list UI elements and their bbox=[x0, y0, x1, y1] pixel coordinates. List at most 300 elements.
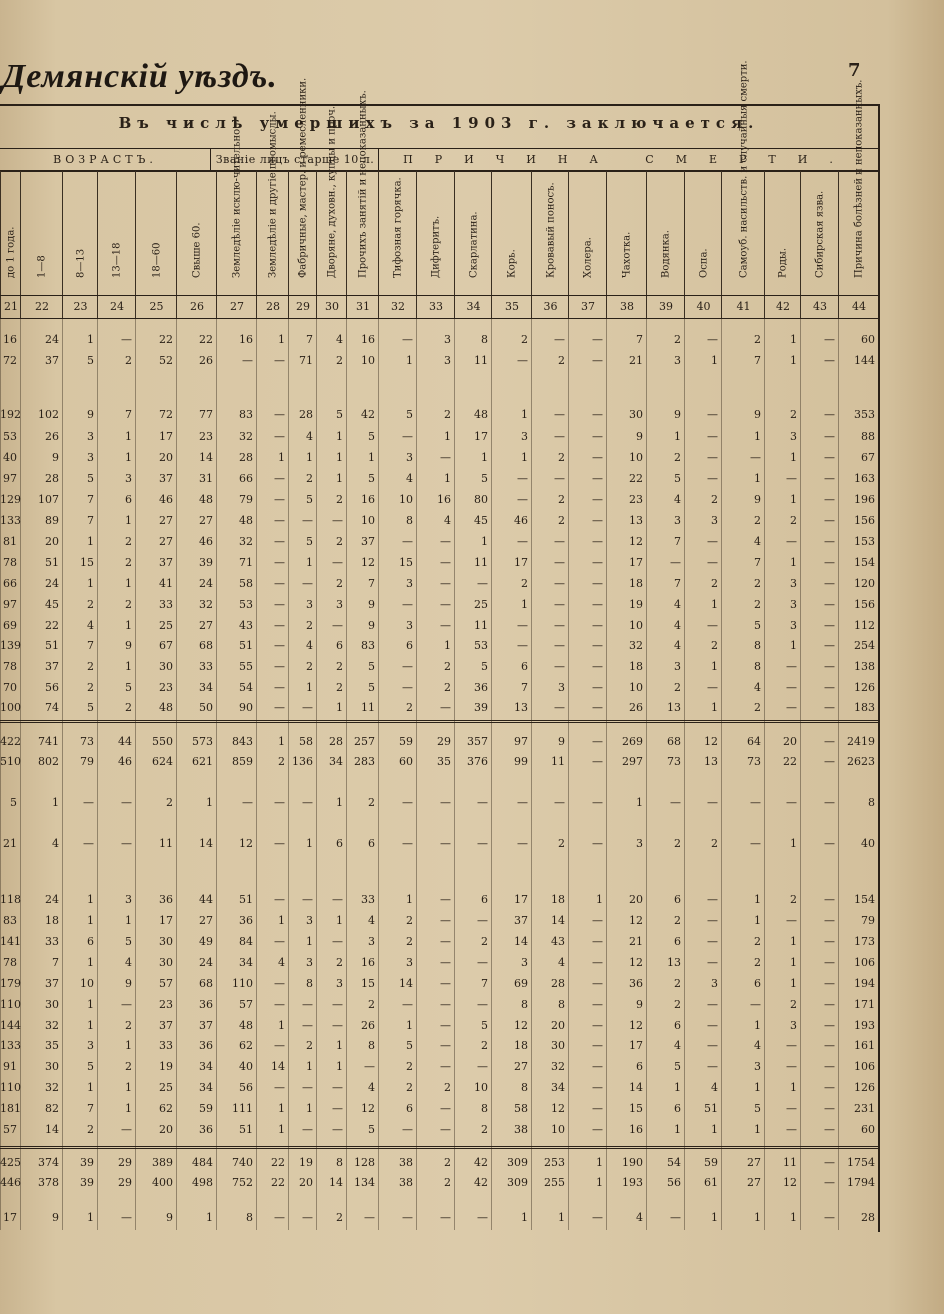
table-cell: 376 bbox=[467, 755, 488, 768]
table-cell: 106 bbox=[854, 956, 875, 969]
table-cell: — bbox=[554, 660, 565, 673]
table-cell: 118 bbox=[0, 893, 21, 906]
table-cell: 4 bbox=[406, 472, 413, 485]
table-cell: 32 bbox=[45, 1019, 59, 1032]
table-cell: 3 bbox=[790, 1019, 797, 1032]
table-cell: 5 bbox=[368, 1123, 375, 1136]
table-cell: — bbox=[274, 837, 285, 850]
table-cell: 51 bbox=[239, 639, 253, 652]
table-cell: — bbox=[274, 430, 285, 443]
column-header-37 bbox=[568, 171, 607, 295]
table-cell: — bbox=[274, 354, 285, 367]
table-cell: 22 bbox=[271, 1176, 285, 1189]
table-cell: 1 bbox=[125, 577, 132, 590]
column-number: 43 bbox=[800, 296, 839, 318]
table-cell: 2 bbox=[87, 1123, 94, 1136]
table-cell: — bbox=[592, 755, 603, 768]
table-cell: 79 bbox=[861, 914, 875, 927]
table-cell: — bbox=[274, 493, 285, 506]
table-cell: 26 bbox=[629, 701, 643, 714]
table-cell: 51 bbox=[239, 893, 253, 906]
table-cell: 17 bbox=[629, 556, 643, 569]
table-cell: 8 bbox=[406, 514, 413, 527]
column-header-32 bbox=[378, 171, 417, 295]
table-cell: 10 bbox=[474, 1081, 488, 1094]
table-cell: 309 bbox=[507, 1156, 528, 1169]
table-cell: 51 bbox=[704, 1102, 718, 1115]
table-cell: 10 bbox=[629, 681, 643, 694]
table-cell: 79 bbox=[80, 755, 94, 768]
table-cell: — bbox=[707, 998, 718, 1011]
table-cell: — bbox=[750, 998, 761, 1011]
column-header-label: Водянка. bbox=[660, 230, 672, 278]
table-cell: 4 bbox=[125, 956, 132, 969]
table-cell: — bbox=[440, 701, 451, 714]
table-cell: 52 bbox=[159, 354, 173, 367]
table-cell: 27 bbox=[199, 514, 213, 527]
table-cell: 32 bbox=[45, 1081, 59, 1094]
table-cell: 97 bbox=[514, 735, 528, 748]
column-header-label: Прочихъ занятій и непоказанныхъ. bbox=[357, 90, 369, 278]
table-cell: 18 bbox=[45, 914, 59, 927]
column-header-label: Сибирская язва. bbox=[814, 190, 826, 278]
table-cell: 2 bbox=[481, 1039, 488, 1052]
table-cell: — bbox=[707, 914, 718, 927]
table-cell: 1 bbox=[278, 333, 285, 346]
table-cell: 30 bbox=[159, 935, 173, 948]
table-cell: 18 bbox=[551, 893, 565, 906]
table-cell: 3 bbox=[636, 837, 643, 850]
table-cell: 33 bbox=[159, 598, 173, 611]
table-cell: — bbox=[554, 619, 565, 632]
table-cell: 16 bbox=[361, 333, 375, 346]
table-row bbox=[0, 636, 878, 656]
table-cell: 6 bbox=[754, 977, 761, 990]
table-cell: 67 bbox=[159, 639, 173, 652]
table-cell: 254 bbox=[854, 639, 875, 652]
table-cell: 2 bbox=[406, 1060, 413, 1073]
table-cell: — bbox=[824, 1060, 835, 1073]
table-cell: 183 bbox=[854, 701, 875, 714]
table-cell: — bbox=[707, 1060, 718, 1073]
column-number: 26 bbox=[176, 296, 217, 318]
table-cell: 128 bbox=[354, 1156, 375, 1169]
column-header-label: Причина болѣзней и непоказанныхъ. bbox=[853, 79, 865, 278]
table-cell: 3 bbox=[306, 598, 313, 611]
table-cell: 62 bbox=[239, 1039, 253, 1052]
table-cell: 110 bbox=[232, 977, 253, 990]
table-cell: — bbox=[592, 977, 603, 990]
table-cell: 2 bbox=[336, 577, 343, 590]
table-cell: — bbox=[592, 1019, 603, 1032]
table-cell: — bbox=[402, 333, 413, 346]
column-header-label: Дворяне, духовн., купцы и проч. bbox=[326, 105, 338, 278]
table-cell: 1 bbox=[306, 451, 313, 464]
table-cell: 2 bbox=[306, 660, 313, 673]
table-cell: — bbox=[274, 577, 285, 590]
table-cell: — bbox=[592, 935, 603, 948]
table-cell: 37 bbox=[361, 535, 375, 548]
table-cell: 2 bbox=[444, 408, 451, 421]
table-cell: 1 bbox=[596, 1176, 603, 1189]
table-cell: 1 bbox=[558, 1211, 565, 1224]
table-cell: 71 bbox=[299, 354, 313, 367]
table-cell: — bbox=[274, 681, 285, 694]
column-number: 34 bbox=[454, 296, 492, 318]
table-cell: 72 bbox=[159, 408, 173, 421]
table-cell: 141 bbox=[0, 935, 21, 948]
table-cell: 2 bbox=[558, 493, 565, 506]
table-row bbox=[0, 834, 878, 854]
table-cell: — bbox=[517, 837, 528, 850]
table-cell: 173 bbox=[854, 935, 875, 948]
table-cell: — bbox=[707, 430, 718, 443]
table-cell: 3 bbox=[674, 660, 681, 673]
table-cell: 5 bbox=[406, 1039, 413, 1052]
table-cell: — bbox=[477, 796, 488, 809]
column-header-42 bbox=[764, 171, 801, 295]
table-cell: 31 bbox=[199, 472, 213, 485]
table-cell: — bbox=[440, 598, 451, 611]
table-cell: — bbox=[824, 535, 835, 548]
column-header-label: Корь. bbox=[506, 249, 518, 278]
table-cell: 12 bbox=[551, 1102, 565, 1115]
table-cell: 13 bbox=[704, 755, 718, 768]
table-cell: 5 bbox=[754, 1102, 761, 1115]
table-cell: — bbox=[402, 535, 413, 548]
table-cell: — bbox=[274, 977, 285, 990]
table-cell: 69 bbox=[3, 619, 17, 632]
table-cell: — bbox=[242, 796, 253, 809]
table-cell: 51 bbox=[45, 556, 59, 569]
table-cell: 400 bbox=[152, 1176, 173, 1189]
column-header-label: Земледѣліе исклю-чительно. bbox=[231, 125, 243, 278]
table-cell: 19 bbox=[299, 1156, 313, 1169]
table-cell: 2 bbox=[481, 935, 488, 948]
table-cell: 7 bbox=[87, 514, 94, 527]
table-cell: 1 bbox=[87, 914, 94, 927]
table-cell: — bbox=[554, 701, 565, 714]
table-cell: 9 bbox=[754, 493, 761, 506]
table-cell: 1 bbox=[125, 1039, 132, 1052]
table-cell: — bbox=[332, 1019, 343, 1032]
table-cell: — bbox=[274, 619, 285, 632]
table-row bbox=[0, 698, 878, 718]
table-cell: — bbox=[824, 1211, 835, 1224]
table-cell: 3 bbox=[790, 619, 797, 632]
table-cell: 78 bbox=[3, 556, 17, 569]
table-cell: 1 bbox=[636, 796, 643, 809]
table-row bbox=[0, 732, 878, 752]
table-cell: 12 bbox=[629, 535, 643, 548]
table-cell: — bbox=[707, 619, 718, 632]
table-cell: 2 bbox=[711, 639, 718, 652]
table-cell: 1 bbox=[754, 430, 761, 443]
column-header-label: Холера. bbox=[582, 237, 594, 278]
table-cell: — bbox=[592, 1102, 603, 1115]
table-cell: 5 bbox=[306, 535, 313, 548]
table-row bbox=[0, 330, 878, 350]
table-cell: — bbox=[707, 893, 718, 906]
table-row bbox=[0, 890, 878, 910]
table-row bbox=[0, 911, 878, 931]
table-cell: 110 bbox=[0, 998, 21, 1011]
table-cell: — bbox=[824, 796, 835, 809]
table-cell: 8 bbox=[481, 333, 488, 346]
table-cell: 1 bbox=[278, 1102, 285, 1115]
table-cell: 136 bbox=[292, 755, 313, 768]
table-cell: 2 bbox=[278, 755, 285, 768]
table-cell: 2 bbox=[306, 619, 313, 632]
table-cell: — bbox=[824, 408, 835, 421]
table-cell: 2 bbox=[790, 514, 797, 527]
table-cell: — bbox=[517, 796, 528, 809]
table-cell: 144 bbox=[854, 354, 875, 367]
table-cell: 13 bbox=[514, 701, 528, 714]
table-cell: 22 bbox=[271, 1156, 285, 1169]
table-cell: — bbox=[750, 796, 761, 809]
table-cell: 12 bbox=[514, 1019, 528, 1032]
table-cell: — bbox=[274, 598, 285, 611]
table-cell: 120 bbox=[854, 577, 875, 590]
table-cell: 20 bbox=[299, 1176, 313, 1189]
table-cell: 48 bbox=[239, 1019, 253, 1032]
table-cell: — bbox=[274, 660, 285, 673]
table-cell: — bbox=[592, 619, 603, 632]
column-header-label: Дифтеритъ. bbox=[430, 215, 442, 278]
table-cell: 30 bbox=[551, 1039, 565, 1052]
table-cell: 36 bbox=[239, 914, 253, 927]
table-cell: 2 bbox=[125, 535, 132, 548]
table-cell: — bbox=[786, 681, 797, 694]
table-cell: 1 bbox=[790, 333, 797, 346]
table-row bbox=[0, 1036, 878, 1056]
table-cell: — bbox=[274, 998, 285, 1011]
table-cell: — bbox=[477, 1060, 488, 1073]
table-cell: — bbox=[824, 451, 835, 464]
table-cell: — bbox=[440, 1211, 451, 1224]
table-cell: — bbox=[786, 914, 797, 927]
table-cell: — bbox=[477, 1211, 488, 1224]
column-header-label: 18—60 bbox=[151, 242, 162, 278]
table-cell: 446 bbox=[0, 1176, 21, 1189]
table-cell: 1 bbox=[674, 1123, 681, 1136]
table-cell: 4 bbox=[306, 639, 313, 652]
table-cell: 2 bbox=[125, 701, 132, 714]
table-cell: 24 bbox=[199, 577, 213, 590]
table-cell: 23 bbox=[199, 430, 213, 443]
table-cell: 253 bbox=[544, 1156, 565, 1169]
table-row bbox=[0, 595, 878, 615]
table-cell: 49 bbox=[199, 935, 213, 948]
table-row bbox=[0, 932, 878, 952]
table-cell: 5 bbox=[125, 681, 132, 694]
table-cell: 6 bbox=[674, 1019, 681, 1032]
table-cell: 422 bbox=[0, 735, 21, 748]
table-cell: — bbox=[302, 998, 313, 1011]
table-cell: 68 bbox=[667, 735, 681, 748]
table-cell: 3 bbox=[336, 598, 343, 611]
table-cell: 2 bbox=[306, 1039, 313, 1052]
table-cell: — bbox=[517, 354, 528, 367]
table-cell: 1 bbox=[278, 1123, 285, 1136]
table-cell: 12 bbox=[704, 735, 718, 748]
table-cell: — bbox=[332, 935, 343, 948]
table-cell: 16 bbox=[361, 493, 375, 506]
table-row bbox=[0, 793, 878, 813]
table-cell: — bbox=[707, 1039, 718, 1052]
table-cell: 5 bbox=[481, 1019, 488, 1032]
table-cell: 6 bbox=[674, 893, 681, 906]
table-cell: 27 bbox=[159, 535, 173, 548]
table-cell: 14 bbox=[329, 1176, 343, 1189]
table-cell: — bbox=[786, 660, 797, 673]
table-cell: 1 bbox=[125, 619, 132, 632]
table-cell: 7 bbox=[125, 408, 132, 421]
table-cell: 9 bbox=[166, 1211, 173, 1224]
table-cell: — bbox=[824, 598, 835, 611]
page-title: Демянскій уѣздъ. bbox=[2, 58, 278, 95]
table-cell: 28 bbox=[239, 451, 253, 464]
table-cell: 53 bbox=[474, 639, 488, 652]
table-cell: 1 bbox=[521, 408, 528, 421]
table-cell: — bbox=[592, 577, 603, 590]
table-cell: — bbox=[332, 514, 343, 527]
table-cell: 2 bbox=[87, 660, 94, 673]
table-cell: 14 bbox=[551, 914, 565, 927]
table-cell: 17 bbox=[159, 430, 173, 443]
table-cell: 42 bbox=[474, 1176, 488, 1189]
table-cell: 9 bbox=[125, 977, 132, 990]
table-cell: 3 bbox=[754, 1060, 761, 1073]
column-header-label: Самоуб. насильств. и случайныя смерти. bbox=[738, 60, 749, 278]
table-cell: — bbox=[302, 893, 313, 906]
table-row bbox=[0, 1153, 878, 1173]
column-header-27 bbox=[216, 125, 257, 295]
table-cell: 27 bbox=[199, 619, 213, 632]
table-cell: — bbox=[440, 451, 451, 464]
table-cell: 1 bbox=[87, 535, 94, 548]
table-cell: 23 bbox=[159, 998, 173, 1011]
table-cell: — bbox=[302, 514, 313, 527]
table-cell: — bbox=[824, 681, 835, 694]
table-cell: — bbox=[302, 1019, 313, 1032]
column-header-34 bbox=[454, 171, 492, 295]
table-cell: 1 bbox=[790, 935, 797, 948]
table-cell: — bbox=[332, 556, 343, 569]
table-cell: 3 bbox=[368, 935, 375, 948]
table-cell: 3 bbox=[306, 914, 313, 927]
table-cell: 179 bbox=[0, 977, 21, 990]
table-cell: — bbox=[786, 1060, 797, 1073]
table-cell: 9 bbox=[52, 451, 59, 464]
table-cell: 6 bbox=[674, 1102, 681, 1115]
table-cell: 193 bbox=[622, 1176, 643, 1189]
table-cell: — bbox=[670, 556, 681, 569]
table-cell: 40 bbox=[3, 451, 17, 464]
table-cell: 1 bbox=[790, 956, 797, 969]
table-cell: 59 bbox=[199, 1102, 213, 1115]
table-cell: 5 bbox=[481, 472, 488, 485]
table-rule bbox=[0, 170, 878, 171]
table-cell: 1 bbox=[306, 681, 313, 694]
table-cell: 4 bbox=[558, 956, 565, 969]
table-cell: — bbox=[824, 619, 835, 632]
table-cell: — bbox=[402, 1123, 413, 1136]
table-cell: 2623 bbox=[847, 755, 875, 768]
table-cell: 51 bbox=[45, 639, 59, 652]
table-cell: 11 bbox=[474, 556, 488, 569]
table-cell: 44 bbox=[199, 893, 213, 906]
table-cell: 36 bbox=[199, 998, 213, 1011]
table-cell: 43 bbox=[551, 935, 565, 948]
table-cell: 10 bbox=[80, 977, 94, 990]
table-cell: — bbox=[824, 914, 835, 927]
table-cell: 37 bbox=[45, 354, 59, 367]
table-row bbox=[0, 574, 878, 594]
table-cell: 2 bbox=[790, 998, 797, 1011]
table-cell: 126 bbox=[854, 1081, 875, 1094]
table-cell: 190 bbox=[622, 1156, 643, 1169]
table-cell: — bbox=[554, 472, 565, 485]
table-cell: 22 bbox=[199, 333, 213, 346]
table-cell: 73 bbox=[667, 755, 681, 768]
table-cell: — bbox=[440, 556, 451, 569]
table-cell: 15 bbox=[361, 977, 375, 990]
column-number: 38 bbox=[606, 296, 647, 318]
table-cell: — bbox=[786, 1102, 797, 1115]
table-cell: 32 bbox=[239, 535, 253, 548]
group-rank: Званіе лицъ старше 10 л. bbox=[210, 148, 379, 172]
table-cell: 1 bbox=[336, 914, 343, 927]
table-cell: — bbox=[707, 935, 718, 948]
table-cell: 89 bbox=[45, 514, 59, 527]
table-cell: 8 bbox=[521, 1081, 528, 1094]
table-cell: — bbox=[824, 660, 835, 673]
table-cell: — bbox=[402, 796, 413, 809]
column-header-31 bbox=[346, 90, 379, 295]
table-cell: 9 bbox=[368, 598, 375, 611]
table-cell: 83 bbox=[3, 914, 17, 927]
table-cell: 26 bbox=[199, 354, 213, 367]
table-cell: — bbox=[592, 660, 603, 673]
table-cell: — bbox=[824, 977, 835, 990]
table-cell: 74 bbox=[45, 701, 59, 714]
table-cell: 7 bbox=[674, 577, 681, 590]
table-cell: 1 bbox=[674, 430, 681, 443]
table-cell: 39 bbox=[80, 1176, 94, 1189]
table-cell: — bbox=[786, 535, 797, 548]
column-header-35 bbox=[491, 171, 532, 295]
table-cell: 34 bbox=[551, 1081, 565, 1094]
table-cell: 39 bbox=[474, 701, 488, 714]
table-cell: 2 bbox=[444, 1081, 451, 1094]
table-cell: 83 bbox=[361, 639, 375, 652]
table-cell: 77 bbox=[199, 408, 213, 421]
table-cell: 5 bbox=[368, 681, 375, 694]
table-cell: 4 bbox=[87, 619, 94, 632]
table-cell: 18 bbox=[514, 1039, 528, 1052]
table-cell: 29 bbox=[118, 1176, 132, 1189]
table-cell: 1 bbox=[754, 1081, 761, 1094]
table-cell: — bbox=[592, 796, 603, 809]
table-cell: 61 bbox=[704, 1176, 718, 1189]
table-cell: 3 bbox=[521, 956, 528, 969]
table-cell: 67 bbox=[861, 451, 875, 464]
column-header-22 bbox=[20, 171, 63, 295]
table-cell: 12 bbox=[361, 556, 375, 569]
table-cell: — bbox=[83, 796, 94, 809]
